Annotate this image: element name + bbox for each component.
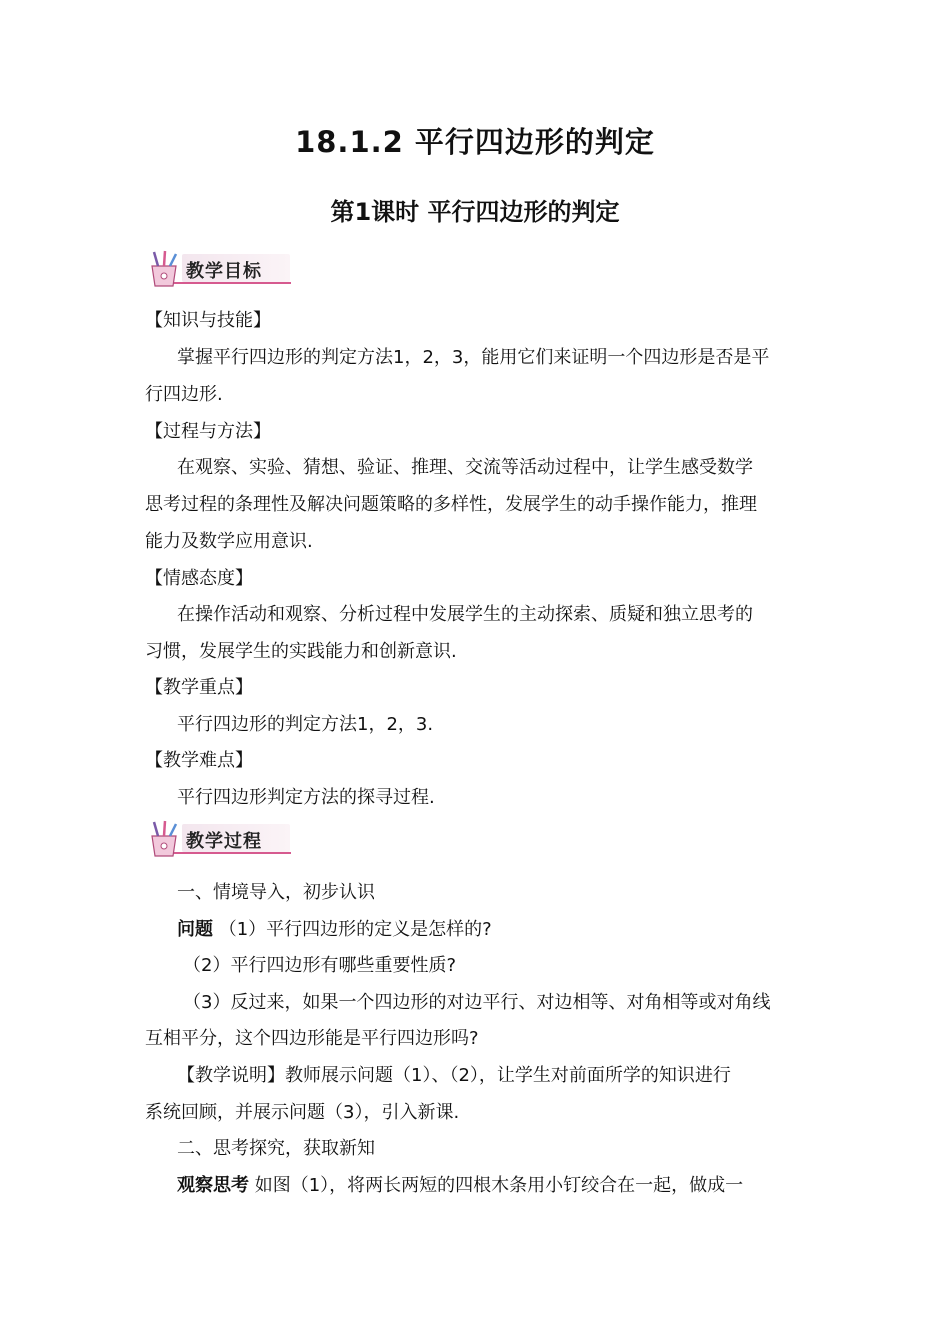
paragraph-line: （2）平行四边形有哪些重要性质? [183,955,457,976]
paragraph-line: 系统回顾，并展示问题（3），引入新课. [145,1102,460,1123]
page-subtitle: 第1课时 平行四边形的判定 [330,198,620,226]
banner-label: 教学过程 [186,831,262,852]
pencil-cup-icon [146,250,184,288]
paragraph-line: 能力及数学应用意识. [145,531,313,552]
paragraph-line [177,1173,743,1199]
paragraph-line: （3）反过来，如果一个四边形的对边平行、对边相等、对角相等或对角线 [183,992,771,1013]
heading-attitude: 【情感态度】 [145,568,253,589]
paragraph-line: 掌握平行四边形的判定方法1，2，3，能用它们来证明一个四边形是否是平 [177,347,770,368]
heading-difficulties: 【教学难点】 [145,750,253,771]
paragraph-line: 【教学说明】教师展示问题（1）、（2），让学生对前面所学的知识进行 [177,1065,731,1086]
paragraph-line: 在操作活动和观察、分析过程中发展学生的主动探索、质疑和独立思考的 [177,604,753,625]
section-banner-process [146,820,291,860]
question-text: （1）平行四边形的定义是怎样的? [218,919,492,940]
section-heading-2: 二、思考探究，获取新知 [177,1138,375,1159]
paragraph-line: 思考过程的条理性及解决问题策略的多样性，发展学生的动手操作能力，推理 [145,494,757,515]
observe-label: 观察思考 [177,1175,249,1196]
banner-label: 教学目标 [186,261,262,282]
heading-process: 【过程与方法】 [145,421,271,442]
question-label: 问题 [177,919,213,940]
paragraph-line: 习惯，发展学生的实践能力和创新意识. [145,641,457,662]
observe-text: 如图（1），将两长两短的四根木条用小钉绞合在一起，做成一 [254,1175,744,1196]
section-heading-1: 一、情境导入，初步认识 [177,882,375,903]
paragraph-line [177,917,492,943]
heading-key-points: 【教学重点】 [145,677,253,698]
paragraph-line: 平行四边形判定方法的探寻过程. [177,787,435,808]
section-banner-objectives [146,250,291,290]
paragraph-line: 平行四边形的判定方法1，2，3. [177,714,434,735]
page-title: 18.1.2 平行四边形的判定 [295,125,655,159]
heading-knowledge: 【知识与技能】 [145,310,271,331]
paragraph-line: 在观察、实验、猜想、验证、推理、交流等活动过程中，让学生感受数学 [177,457,753,478]
paragraph-line: 行四边形. [145,384,223,405]
pencil-cup-icon [146,820,184,858]
paragraph-line: 互相平分，这个四边形能是平行四边形吗? [145,1028,479,1049]
